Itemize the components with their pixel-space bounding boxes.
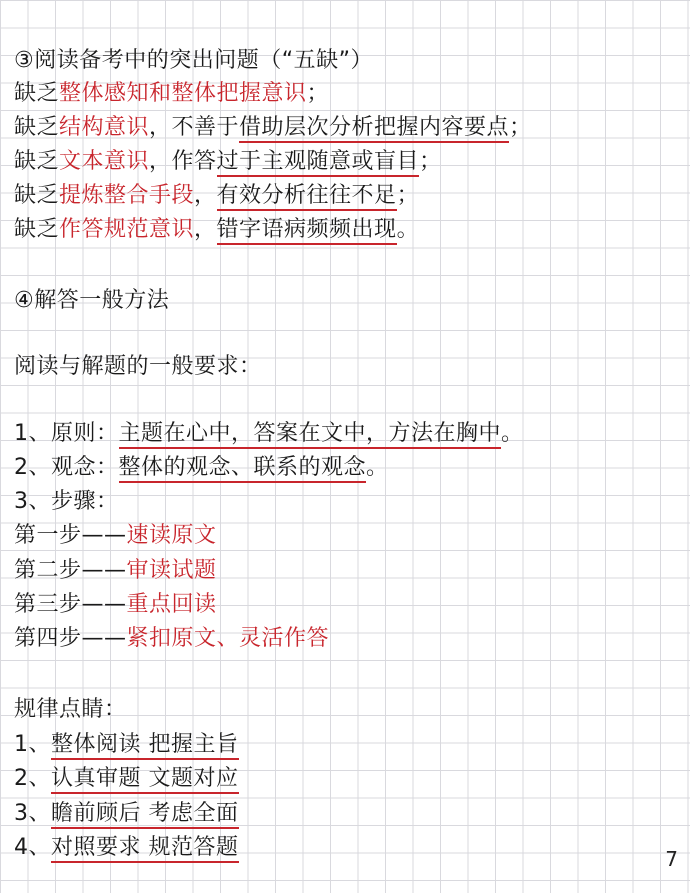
lack-highlight: 提炼整合手段: [59, 183, 195, 208]
rule-text: 对照要求 规范答题: [51, 835, 239, 863]
step-label: 第二步——: [14, 558, 127, 583]
step-4: [14, 624, 329, 654]
step-label: 第一步——: [14, 523, 127, 548]
lack-item-3: [14, 147, 442, 177]
step-text: 速读原文: [126, 523, 217, 548]
lack-prefix: 缺乏: [14, 183, 60, 208]
concept-end: 。: [366, 455, 389, 480]
lack-underlined: 借助层次分析把握内容要点: [239, 115, 509, 143]
lack-underlined: 过于主观随意或盲目: [217, 149, 420, 177]
lack-item-2: [14, 113, 532, 143]
principle-line: [14, 419, 524, 449]
rule-item-4: [14, 833, 239, 863]
rule-item-3: [14, 799, 239, 829]
lack-end: ；: [419, 149, 442, 174]
rule-text: 瞻前顾后 考虑全面: [51, 801, 239, 829]
step-2: [14, 556, 217, 586]
section4-subheading: 阅读与解题的一般要求：: [14, 354, 262, 379]
lack-item-4: [14, 181, 419, 211]
steps-label: 3、步骤：: [14, 489, 119, 514]
concept-line: [14, 453, 389, 483]
lack-end: 。: [396, 217, 420, 242]
lack-rest: ，: [194, 183, 217, 208]
rule-num: 1、: [14, 732, 51, 757]
concept-label: 2、观念：: [14, 455, 119, 480]
step-label: 第四步——: [14, 626, 127, 651]
lack-end: ；: [509, 115, 532, 140]
principle-text: 主题在心中，答案在文中，方法在胸中: [119, 421, 502, 449]
lack-underlined: 有效分析往往不足: [217, 183, 397, 211]
rules-heading: 规律点睛：: [14, 697, 127, 722]
lack-highlight: 作答规范意识: [59, 217, 195, 242]
step-text: 重点回读: [126, 592, 217, 617]
lack-rest: ；: [306, 81, 330, 106]
step-text: 紧扣原文、灵活作答: [126, 626, 330, 651]
lack-highlight: 整体感知和整体把握意识: [59, 81, 307, 106]
section4-heading: ④解答一般方法: [14, 288, 170, 313]
rule-num: 3、: [14, 801, 51, 826]
step-3: [14, 590, 217, 620]
step-text: 审读试题: [126, 558, 217, 583]
lack-prefix: 缺乏: [14, 115, 60, 140]
lack-item-1: [14, 79, 329, 109]
rule-item-1: [14, 730, 239, 760]
rule-num: 4、: [14, 835, 51, 860]
section3-heading: ③阅读备考中的突出问题（“五缺”）: [14, 48, 374, 73]
lack-prefix: 缺乏: [14, 217, 60, 242]
lack-prefix: 缺乏: [14, 149, 60, 174]
lack-rest: ，: [194, 217, 217, 242]
rule-num: 2、: [14, 766, 51, 791]
rule-text: 整体阅读 把握主旨: [51, 732, 239, 760]
page-number: 7: [665, 847, 678, 871]
rule-text: 认真审题 文题对应: [51, 766, 239, 794]
concept-text: 整体的观念、联系的观念: [119, 455, 367, 483]
lack-prefix: 缺乏: [14, 81, 60, 106]
step-1: [14, 521, 217, 551]
lack-underlined: 错字语病频频出现: [217, 217, 397, 245]
lack-item-5: [14, 215, 419, 245]
principle-end: 。: [501, 421, 524, 446]
lack-highlight: 文本意识: [59, 149, 150, 174]
lack-rest: ，作答: [149, 149, 217, 174]
lack-highlight: 结构意识: [59, 115, 150, 140]
lack-rest: ，不善于: [149, 115, 240, 140]
rule-item-2: [14, 764, 239, 794]
principle-label: 1、原则：: [14, 421, 119, 446]
lack-end: ；: [396, 183, 420, 208]
step-label: 第三步——: [14, 592, 127, 617]
